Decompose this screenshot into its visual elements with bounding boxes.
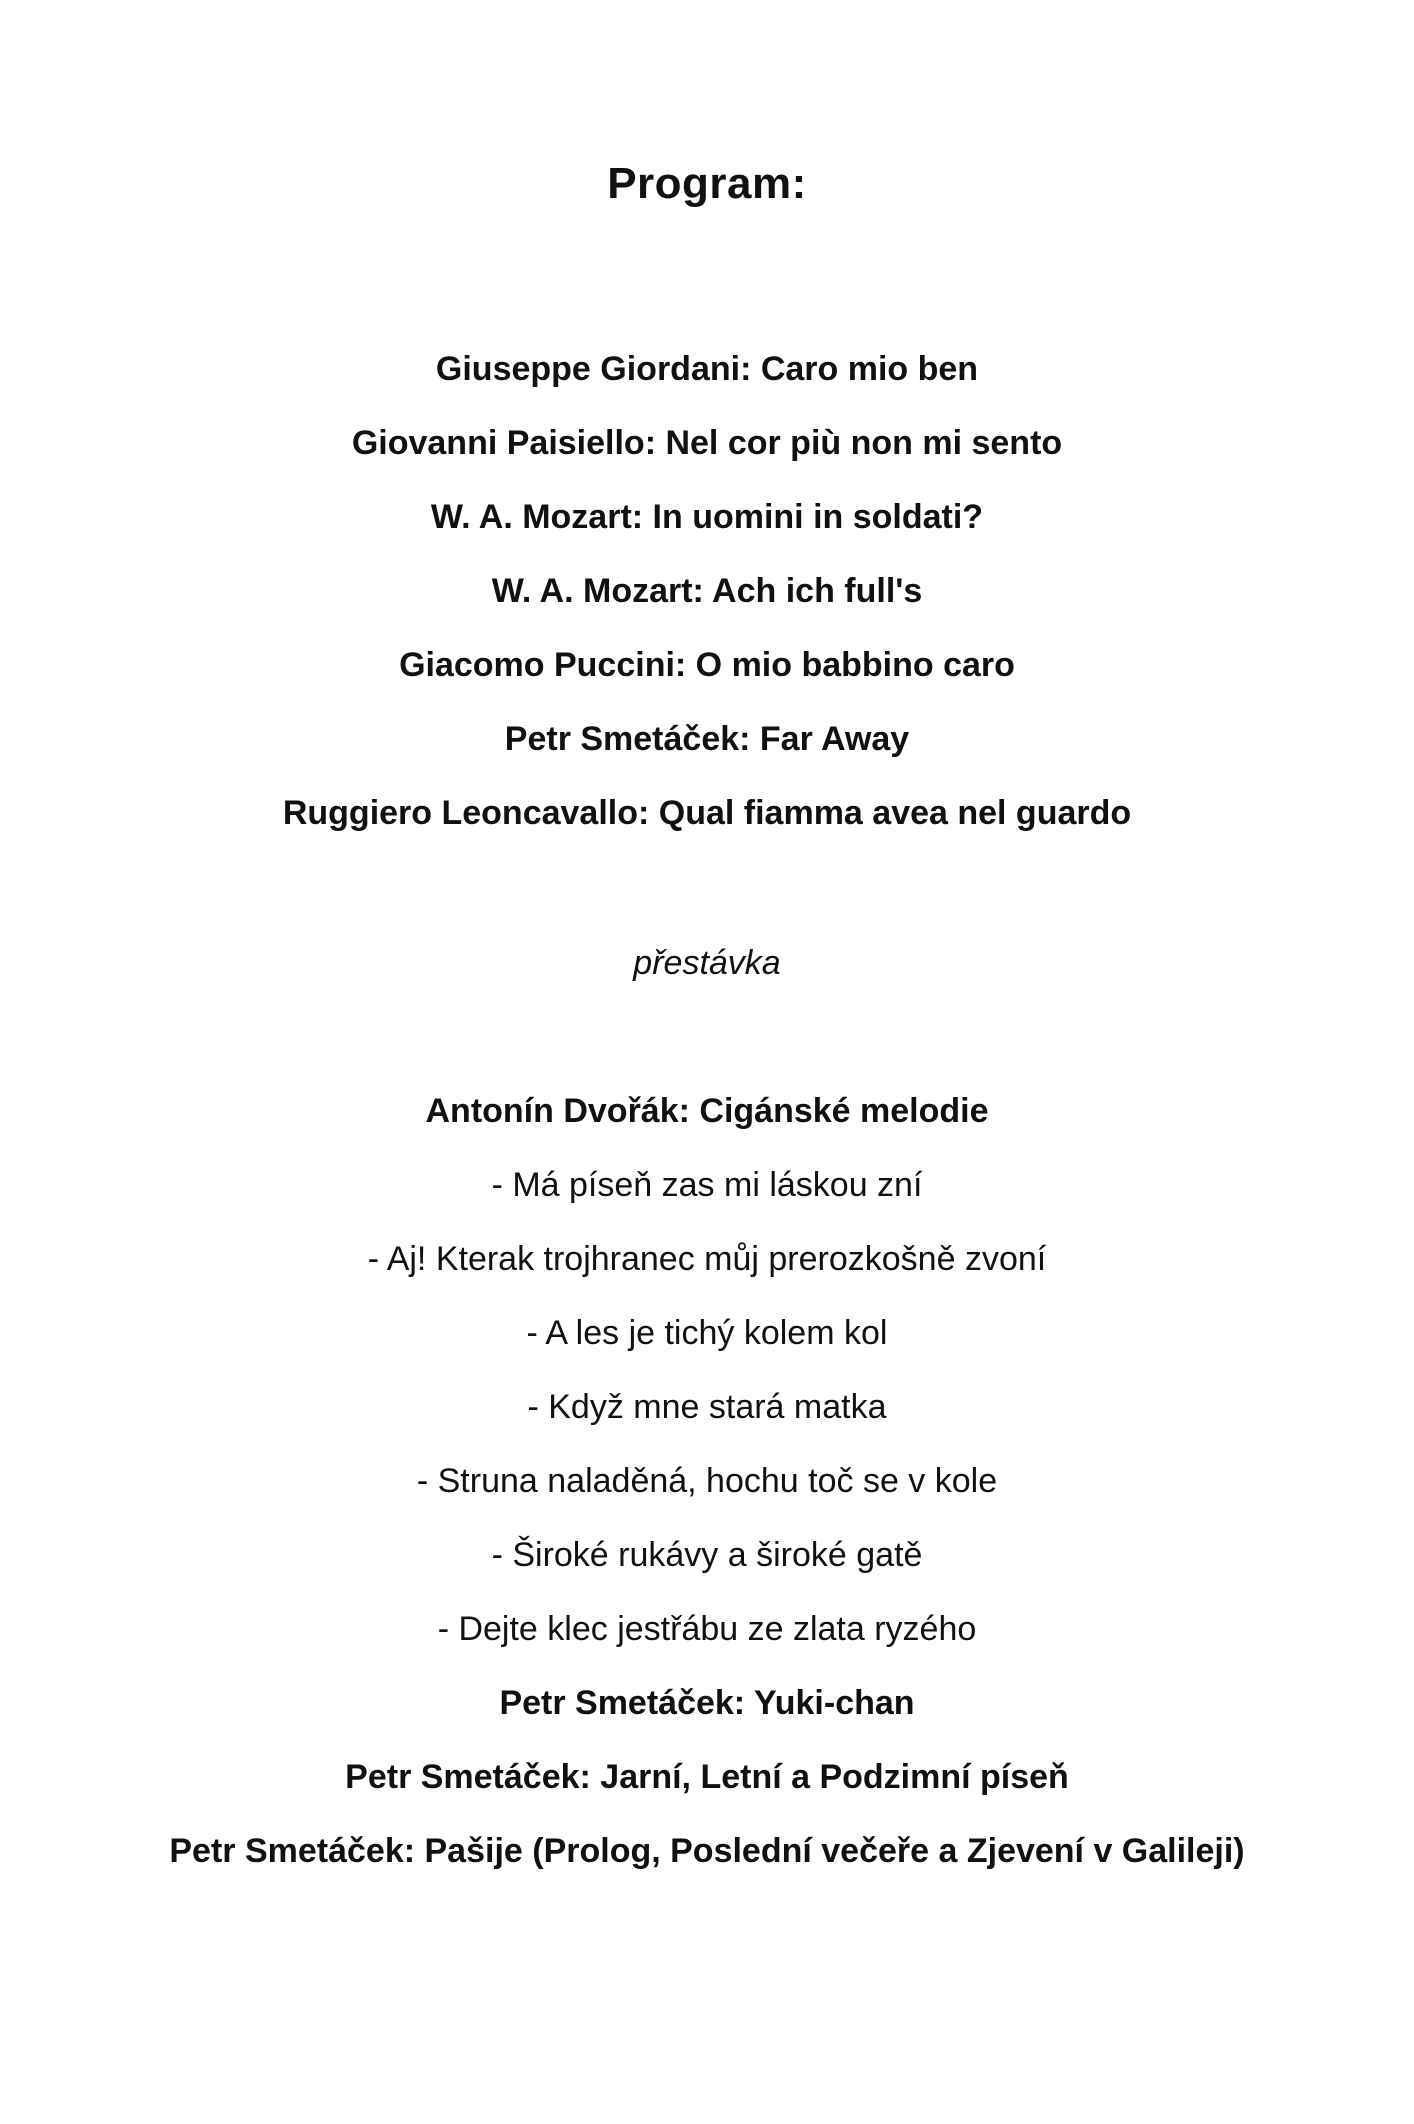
intermission-label: přestávka: [633, 944, 781, 982]
program-item: Petr Smetáček: Jarní, Letní a Podzimní píseň: [345, 1758, 1069, 1796]
program-item: Ruggiero Leoncavallo: Qual fiamma avea nel guardo: [282, 794, 1132, 832]
program-item: Giacomo Puccini: O mio babbino caro: [399, 646, 1015, 684]
program-item: Petr Smetáček: Yuki-chan: [499, 1684, 915, 1722]
program-item: Giovanni Paisiello: Nel cor più non mi sento: [351, 424, 1063, 462]
song-item: - Struna naladěná, hochu toč se v kole: [416, 1462, 998, 1500]
program-item: W. A. Mozart: Ach ich full's: [491, 572, 923, 610]
song-item: - A les je tichý kolem kol: [526, 1314, 888, 1352]
song-item: - Široké rukávy a široké gatě: [491, 1536, 923, 1574]
program-item: Petr Smetáček: Far Away: [504, 720, 910, 758]
song-item: - Má píseň zas mi láskou zní: [491, 1166, 923, 1204]
program-item: Giuseppe Giordani: Caro mio ben: [435, 350, 979, 388]
program-item: Petr Smetáček: Pašije (Prolog, Poslední večeře a Zjevení v Galileji): [169, 1832, 1245, 1870]
section-heading: Antonín Dvořák: Cigánské melodie: [425, 1092, 989, 1130]
program-item: W. A. Mozart: In uomini in soldati?: [430, 498, 984, 536]
song-item: - Dejte klec jestřábu ze zlata ryzého: [437, 1610, 977, 1648]
page-title: Program:: [607, 159, 807, 208]
song-item: - Když mne stará matka: [527, 1388, 887, 1426]
song-item: - Aj! Kterak trojhranec můj prerozkošně zvoní: [367, 1240, 1047, 1278]
